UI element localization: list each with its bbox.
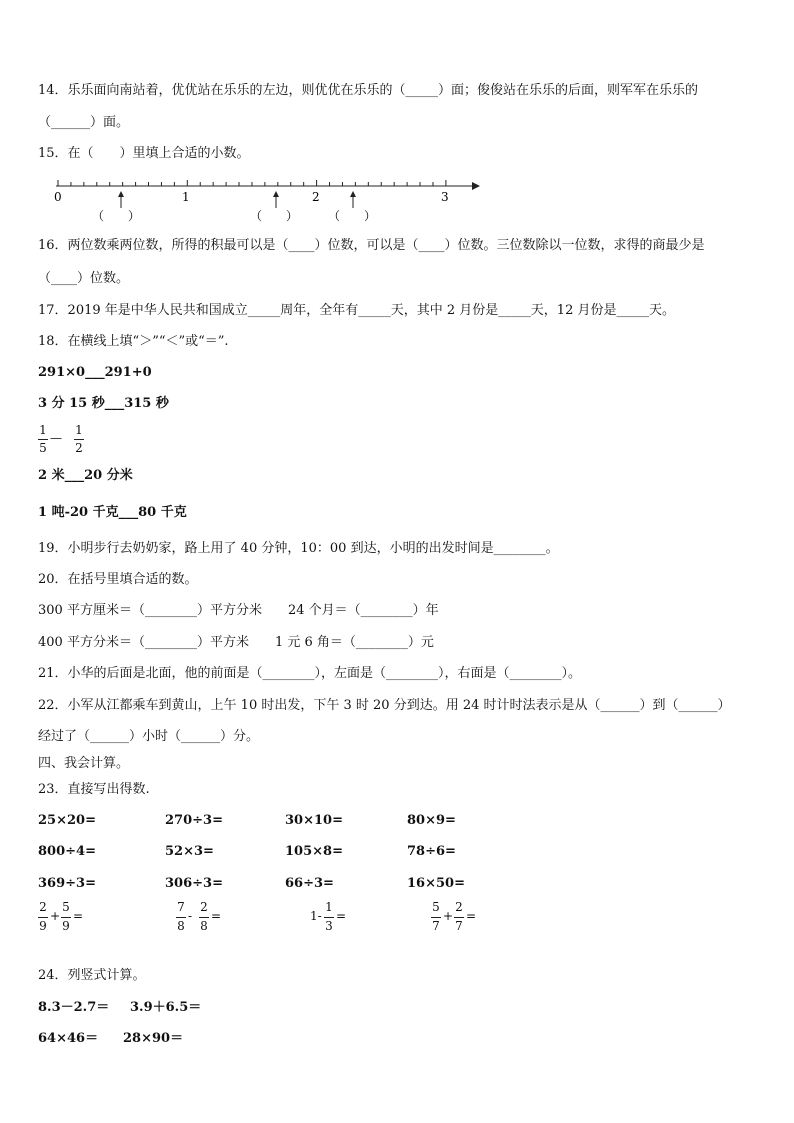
fraction-numerator: 1 xyxy=(75,423,83,437)
tick-label-2: 2 xyxy=(312,190,320,204)
calc-item: 306÷3= xyxy=(165,876,223,891)
q21-text: 21．小华的后面是北面，他的前面是（________），左面是（________），右面是（________）。 xyxy=(38,666,582,681)
fraction-bar xyxy=(324,917,334,918)
calc-item: 80×9= xyxy=(407,813,456,828)
tick-label-1: 1 xyxy=(182,190,190,204)
q24-title: 24．列竖式计算。 xyxy=(38,968,146,983)
fraction-numerator: 2 xyxy=(39,900,47,914)
equals-sign: = xyxy=(73,909,84,923)
equals-sign: = xyxy=(336,909,347,923)
answer-blank-3: （ ） xyxy=(328,209,377,223)
q14-line2: （______）面。 xyxy=(38,115,130,130)
fraction-numerator: 1 xyxy=(39,423,47,437)
answer-blank-2: （ ） xyxy=(250,209,299,223)
fraction-denominator: 3 xyxy=(325,919,333,933)
q24-calc-2: 3.9＋6.5＝ xyxy=(130,1000,202,1015)
fraction-numerator: 7 xyxy=(177,900,185,914)
arrow-marker-3 xyxy=(350,191,356,208)
calc-item: 16×50= xyxy=(407,876,465,891)
fraction-bar xyxy=(431,917,441,918)
fraction-bar xyxy=(38,917,48,918)
number-line xyxy=(52,176,482,232)
q18-item-3: 2 米___20 分米 xyxy=(38,468,133,483)
q17-text: 17．2019 年是中华人民共和国成立_____周年，全年有_____天，其中 2 月份是_____天，12 月份是_____天。 xyxy=(38,303,675,318)
fraction-numerator: 5 xyxy=(62,900,70,914)
fraction-bar xyxy=(199,917,209,918)
q24-calc-1: 8.3－2.7＝ xyxy=(38,1000,110,1015)
calc-item: 105×8= xyxy=(285,844,343,859)
q22-line1: 22．小军从江都乘车到黄山，上午 10 时出发，下午 3 时 20 分到达。用 24 时计时法表示是从（______）到（______） xyxy=(38,698,731,713)
fraction-numerator: 2 xyxy=(455,900,463,914)
q16-line2: （____）位数。 xyxy=(38,271,130,286)
q16-line1: 16．两位数乘两位数，所得的积最可以是（____）位数，可以是（____）位数。三位数除以一位数，求得的商最少是 xyxy=(38,238,705,253)
fraction-denominator: 8 xyxy=(200,919,208,933)
tick-label-0: 0 xyxy=(54,190,62,204)
q15-text: 15．在（ ）里填上合适的小数。 xyxy=(38,146,250,161)
calc-item: 369÷3= xyxy=(38,876,96,891)
fraction-denominator: 7 xyxy=(455,919,463,933)
fraction-numerator: 2 xyxy=(200,900,208,914)
equals-sign: = xyxy=(466,909,477,923)
q20-row2: 400 平方分米＝（________）平方米 1 元 6 角＝（________）元 xyxy=(38,635,434,650)
calc-item: 270÷3= xyxy=(165,813,223,828)
operator: - xyxy=(188,909,193,923)
fraction-denominator: 9 xyxy=(39,919,47,933)
calc-item: 78÷6= xyxy=(407,844,456,859)
number-line-arrowhead xyxy=(472,182,480,190)
fraction-bar xyxy=(176,917,186,918)
fraction-numerator: 1 xyxy=(325,900,333,914)
arrow-marker-2 xyxy=(273,191,279,208)
operator: + xyxy=(443,909,454,923)
tick-label-3: 3 xyxy=(441,190,449,204)
q20-title: 20．在括号里填合适的数。 xyxy=(38,572,198,587)
q20-row1: 300 平方厘米＝（________）平方分米 24 个月＝（________）年 xyxy=(38,603,439,618)
fraction-denominator: 2 xyxy=(75,441,83,455)
fraction-denominator: 7 xyxy=(432,919,440,933)
q18-item-2: 3 分 15 秒___315 秒 xyxy=(38,396,169,411)
operator: + xyxy=(50,909,61,923)
equals-sign: = xyxy=(211,909,222,923)
section-heading: 四、我会计算。 xyxy=(38,756,130,771)
q19-text: 19．小明步行去奶奶家，路上用了 40 分钟，10：00 到达，小明的出发时间是________。 xyxy=(38,541,559,556)
calc-item: 800÷4= xyxy=(38,844,96,859)
fraction-bar xyxy=(454,917,464,918)
q18-item-1: 291×0___291+0 xyxy=(38,365,152,380)
fraction-bar xyxy=(38,439,48,440)
calc-item: 25×20= xyxy=(38,813,96,828)
arrow-marker-1 xyxy=(118,191,124,208)
fraction-bar xyxy=(61,917,71,918)
fraction-denominator: 5 xyxy=(39,441,47,455)
comparison-blank: — xyxy=(50,431,62,445)
fraction-prefix: 1- xyxy=(310,909,322,923)
calc-item: 30×10= xyxy=(285,813,343,828)
fraction-denominator: 8 xyxy=(177,919,185,933)
q24-calc-4: 28×90＝ xyxy=(123,1031,184,1046)
q14-line1: 14．乐乐面向南站着，优优站在乐乐的左边，则优优在乐乐的（_____）面；俊俊站在乐乐的后面，则军军在乐乐的 xyxy=(38,83,699,98)
calc-item: 52×3= xyxy=(165,844,214,859)
q24-calc-3: 64×46＝ xyxy=(38,1031,99,1046)
fraction-denominator: 9 xyxy=(62,919,70,933)
q23-title: 23．直接写出得数. xyxy=(38,782,150,797)
fraction-numerator: 5 xyxy=(432,900,440,914)
q22-line2: 经过了（______）小时（______）分。 xyxy=(38,729,260,744)
fraction-bar xyxy=(74,439,84,440)
q18-item-4: 1 吨-20 千克___80 千克 xyxy=(38,505,187,520)
answer-blank-1: （ ） xyxy=(92,209,141,223)
calc-item: 66÷3= xyxy=(285,876,334,891)
q18-title: 18．在横线上填“＞”“＜”或“＝”. xyxy=(38,334,229,349)
